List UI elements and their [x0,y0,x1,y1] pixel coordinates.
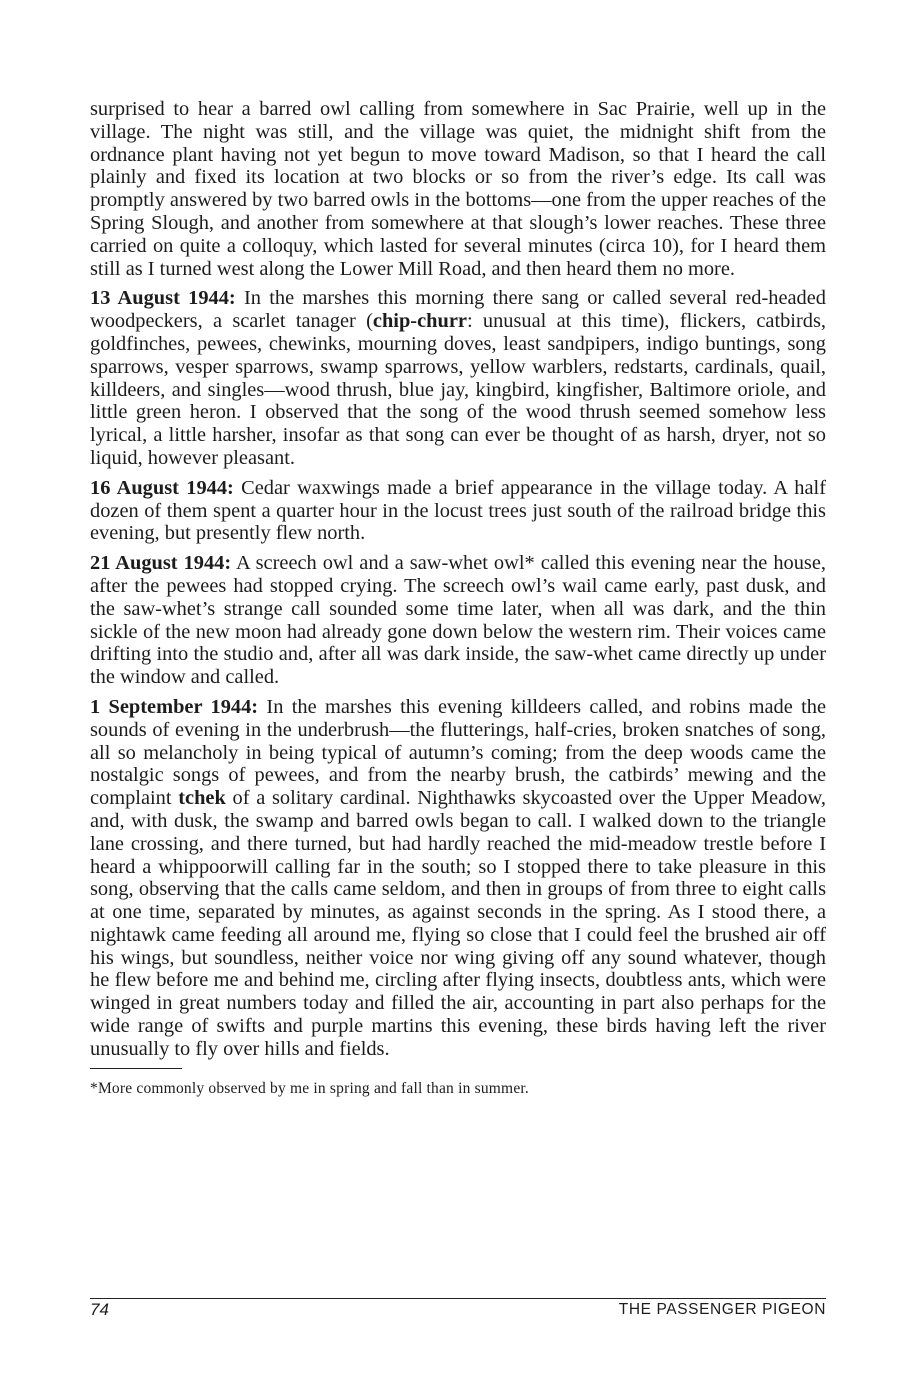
entry-date: 21 August 1944: [90,552,232,575]
call-transcription: tchek [178,787,226,810]
opening-paragraph: surprised to hear a barred owl calling from somewhere in Sac Prairie, well up in the village. The night was still, and the village was quiet, the midnight shift from the ordnance plant having not yet begun to move toward Madison, so that I heard the call plainly and fixed its location at two blocks or so from the river’s edge. Its call was promptly answered by two barred owls in the bottoms—one from the upper reaches of the Spring Slough, and another from somewhere at that slough’s lower reaches. These three carried on quite a colloquy, which lasted for several minutes (circa 10), for I heard them still as I turned west along the Lower Mill Road, and then heard them no more. [90,98,826,280]
entry-text: A screech owl and a saw-whet owl* called this evening near the house, after the pewees had stopped crying. The screech owl’s wail came early, past dusk, and the saw-whet’s strange call sounded some time later, when all was dark, and the thin sickle of the new moon had already gone down below the western rim. Their voices came drifting into the studio and, after all was dark inside, the saw-whet came directly up under the window and called. [90,552,827,689]
entry-text: Cedar waxwings made a brief appearance in the village today. A half dozen of them spent a quarter hour in the locust trees just south of the railroad bridge this evening, but presently flew north. [90,476,827,545]
page-body [90,98,826,1098]
journal-entry-21-august [90,552,826,689]
page-number: 74 [90,1300,109,1319]
running-title: THE PASSENGER PIGEON [618,1301,826,1318]
journal-entry-16-august [90,477,826,545]
entry-date: 1 September 1944: [90,695,259,718]
page-footer [90,1300,826,1322]
entry-text: In the marshes this evening killdeers called, and robins made the sounds of evening in the underbrush—the flutterings, half-cries, broken snatches of song, all so melancholy in being typical of autumn’s coming; from the deep woods came the nostalgic songs of pewees, and from the nearby brush, the catbirds’ mewing and the complaint [90,695,826,810]
article-text [90,98,826,1061]
journal-entry-1-september [90,696,826,1061]
journal-entry-13-august [90,287,826,469]
footer-rule [90,1298,826,1299]
footnote: *More commonly observed by me in spring and fall than in summer. [90,1079,529,1097]
entry-date: 13 August 1944: [90,287,236,310]
footnote-divider [90,1068,182,1069]
entry-text: of a solitary cardinal. Nighthawks skycoasted over the Upper Meadow, and, with dusk, the swamp and barred owls began to call. I walked down to the triangle lane crossing, and there turned, but had hardly reached the mid-meadow trestle before I heard a whippoorwill calling far in the south; so I stopped there to take pleasure in this song, observing that the calls came seldom, and then in groups of from three to eight calls at one time, separated by minutes, as against seconds in the spring. As I stood there, a nightawk came feeding all around me, flying so close that I could feel the brushed air off his wings, but soundless, neither voice nor wing giving off any sound whatever, though he flew before me and behind me, circling after flying insects, doubtless ants, which were winged in great numbers today and filled the air, accounting in part also perhaps for the wide range of swifts and purple martins this evening, these birds having left the river unusually to fly over hills and fields. [90,787,827,1060]
entry-date: 16 August 1944: [90,476,234,499]
call-transcription: chip-churr [372,310,467,333]
entry-text: In the marshes this morning there sang or called several red-headed woodpeckers, a scarlet tanager ( [90,287,827,333]
entry-text: : unusual at this time), flickers, catbirds, goldfinches, pewees, chewinks, mourning doves, least sandpipers, indigo buntings, song sparrows, vesper sparrows, swamp sparrows, yellow warblers, redstarts, cardinals, quail, killdeers, and singles—wood thrush, blue jay, kingbird, kingfisher, Baltimore oriole, and little green heron. I observed that the song of the wood thrush seemed somehow less lyrical, a little harsher, insofar as that song can ever be thought of as harsh, dryer, not so liquid, however pleasant. [90,310,826,469]
